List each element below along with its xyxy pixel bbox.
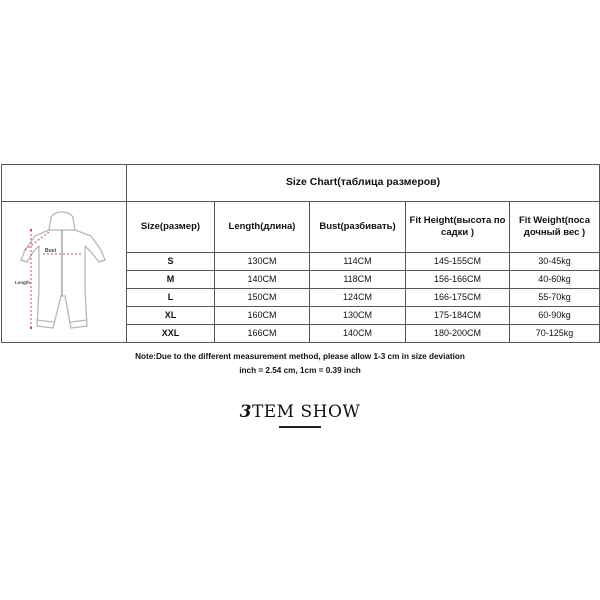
header-fit-weight: Fit Weight(поса дочный вес ) <box>510 202 600 253</box>
bust-cell: 140CM <box>310 325 406 343</box>
length-label: Length <box>15 280 30 285</box>
length-cell: 150CM <box>215 289 310 307</box>
height-cell: 166-175CM <box>406 289 510 307</box>
weight-cell: 60-90kg <box>510 307 600 325</box>
height-cell: 175-184CM <box>406 307 510 325</box>
bust-cell: 114CM <box>310 253 406 271</box>
jumpsuit-diagram <box>9 208 119 336</box>
blank-corner-cell <box>2 165 127 202</box>
chart-title: Size Chart(таблица размеров) <box>127 165 600 202</box>
weight-cell: 55-70kg <box>510 289 600 307</box>
header-fit-height: Fit Height(высота по садки ) <box>406 202 510 253</box>
size-chart-table <box>1 164 600 343</box>
bust-cell: 124CM <box>310 289 406 307</box>
note-line-2: inch = 2.54 cm, 1cm = 0.39 inch <box>239 366 361 375</box>
logo-wordmark <box>240 402 361 422</box>
weight-cell: 40-60kg <box>510 271 600 289</box>
length-cell: 140CM <box>215 271 310 289</box>
logo-glyph: 3 <box>239 402 252 422</box>
size-cell: M <box>127 271 215 289</box>
height-cell: 180-200CM <box>406 325 510 343</box>
size-cell: S <box>127 253 215 271</box>
bust-cell: 118CM <box>310 271 406 289</box>
header-size: Size(размер) <box>127 202 215 253</box>
header-bust: Bust(разбивать) <box>310 202 406 253</box>
length-cell: 130CM <box>215 253 310 271</box>
brand-logo <box>0 402 600 428</box>
weight-cell: 70-125kg <box>510 325 600 343</box>
height-cell: 145-155CM <box>406 253 510 271</box>
bust-label: Bust <box>45 248 57 254</box>
note-line-1: Note:Due to the different measurement method, please allow 1-3 cm in size deviation <box>135 352 465 361</box>
size-cell: L <box>127 289 215 307</box>
logo-text: TEM SHOW <box>251 402 361 422</box>
header-length: Length(длина) <box>215 202 310 253</box>
weight-cell: 30-45kg <box>510 253 600 271</box>
size-cell: XXL <box>127 325 215 343</box>
length-cell: 166CM <box>215 325 310 343</box>
height-cell: 156-166CM <box>406 271 510 289</box>
bust-cell: 130CM <box>310 307 406 325</box>
measurement-note <box>0 350 600 378</box>
logo-underline <box>279 426 321 428</box>
length-cell: 160CM <box>215 307 310 325</box>
garment-diagram-cell <box>2 202 127 343</box>
size-cell: XL <box>127 307 215 325</box>
